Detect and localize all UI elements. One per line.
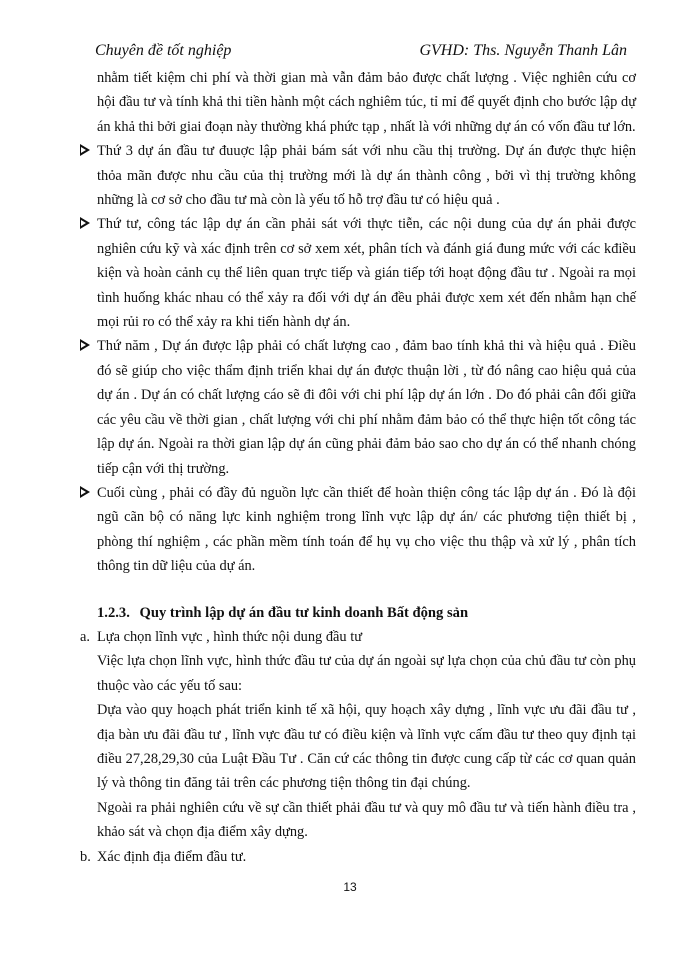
- section-number: 1.2.3.: [97, 604, 130, 621]
- bullet-item-fourth: [80, 212, 636, 334]
- page-content: [80, 66, 636, 869]
- item-a-paragraph-1: Việc lựa chọn lĩnh vực, hình thức đầu tư của dự án ngoài sự lựa chọn của chủ đầu tư còn phụ thuộc vào các yếu tố sau:: [97, 653, 636, 694]
- section-title: Quy trình lập dự án đầu tư kinh doanh Bất động sản: [139, 604, 469, 621]
- item-b-letter: b.: [80, 848, 91, 865]
- bullet-text: Thứ năm , Dự án được lập phải có chất lượng cao , đảm bao tính khả thi và hiệu quả . Điều đó sẽ giúp cho việc thẩm định triển khai dự án được thuận lời , từ đó nâng cao hiệu quả của dự án . Dự án có chất lượng cáo sẽ đi đôi với chi phí lập dự án lớn . Do đó phải cân đối giữa các yêu cầu về thời gian , chất lượng với chi phí nhằm đảm bảo có thể thực hiện tốt công tác lập dự án. Ngoài ra thời gian lập dự án cũng phải đảm bảo sao cho dự án có thể nhanh chóng tiếp cận với thị trường.: [97, 338, 636, 477]
- item-a-letter: a.: [80, 628, 90, 645]
- bullet-item-fifth: [80, 334, 636, 480]
- continuation-paragraph: nhằm tiết kiệm chi phí và thời gian mà vẫn đảm bảo được chất lượng . Việc nghiên cứu cơ hội đầu tư và tính khả thi tiền hành một cách nghiêm túc, tỉ mỉ để quyết định cho bước lập dự án khả thi bởi giai đoạn này thường khá phức tạp , nhất là với những dự án có vốn đầu tư lớn.: [97, 70, 636, 135]
- arrow-bullet-icon: [80, 339, 90, 351]
- item-a-title: Lựa chọn lĩnh vực , hình thức nội dung đầu tư: [97, 628, 363, 645]
- bullet-text: Thứ tư, công tác lập dự án cần phải sát với thực tiễn, các nội dung của dự án phải được nghiên cứu kỹ và xác định trên cơ sở xem xét, phân tích và đánh giá đung mức với các kđiều kiện và hoàn cảnh cụ thể liên quan trực tiếp và gián tiếp tới hoạt động đầu tư . Ngoài ra mọi tình huống khác nhau có thể xảy ra đối với dự án đều phải được xem xét đến nhằm hạn chế mọi rủi ro có thể xảy ra khi tiến hành dự án.: [97, 216, 636, 331]
- page-number: 13: [343, 880, 357, 894]
- header-supervisor: GVHD: Ths. Nguyễn Thanh Lân: [419, 42, 627, 59]
- section-heading: [80, 601, 636, 625]
- bullet-item-last: [80, 481, 636, 579]
- item-a-paragraph-3: Ngoài ra phải nghiên cứu về sự cần thiết phải đầu tư và quy mô đầu tư và tiến hành điều tra , khảo sát và chọn địa điểm xây dựng.: [97, 799, 636, 841]
- arrow-bullet-icon: [80, 144, 90, 156]
- bullet-text: Cuối cùng , phải có đầy đủ nguồn lực cần thiết để hoàn thiện công tác lập dự án . Đó là đội ngũ cãn bộ có năng lực kinh nghiệm trong lĩnh vực lập dự án/ các phương tiện thiết bị , phòng thí nghiệm , các phần mềm tính toán để hụ vụ cho việc thu thập và xử lý , phân tích thông tin dữ liệu của dự án.: [97, 484, 636, 575]
- header-document-title: Chuyên đề tốt nghiệp: [95, 42, 232, 59]
- bullet-item-third: [80, 139, 636, 212]
- item-b-title: Xác định địa điểm đầu tư.: [97, 848, 247, 865]
- item-a-heading: [80, 625, 636, 649]
- arrow-bullet-icon: [80, 486, 90, 498]
- arrow-bullet-icon: [80, 217, 90, 229]
- item-b-heading: [80, 845, 636, 869]
- bullet-text: Thứ 3 dự án đầu tư đuuợc lập phải bám sát với nhu cầu thị trường. Dự án được thực hiện thỏa mãn được nhu cầu của thị trường mới là dự án thành công , bởi vì thị trường không những là cơ sở cho đầu tư mà còn là yếu tố hỗ trợ đầu tư có hiệu quả .: [97, 143, 636, 209]
- item-a-paragraph-2: Dựa vào quy hoạch phát triển kinh tế xã hội, quy hoạch xây dựng , lĩnh vực ưu đãi đầu tư , địa bàn ưu đãi đầu tư , lĩnh vực đầu tư có điều kiện và lĩnh vực cấm đầu tư theo quy định tại điều 27,28,29,30 của Luật Đầu Tư . Căn cứ các thông tin được cung cấp từ các cơ quan quản lý và thông tin đăng tải trên các phương tiện thông tin đại chúng.: [97, 702, 636, 792]
